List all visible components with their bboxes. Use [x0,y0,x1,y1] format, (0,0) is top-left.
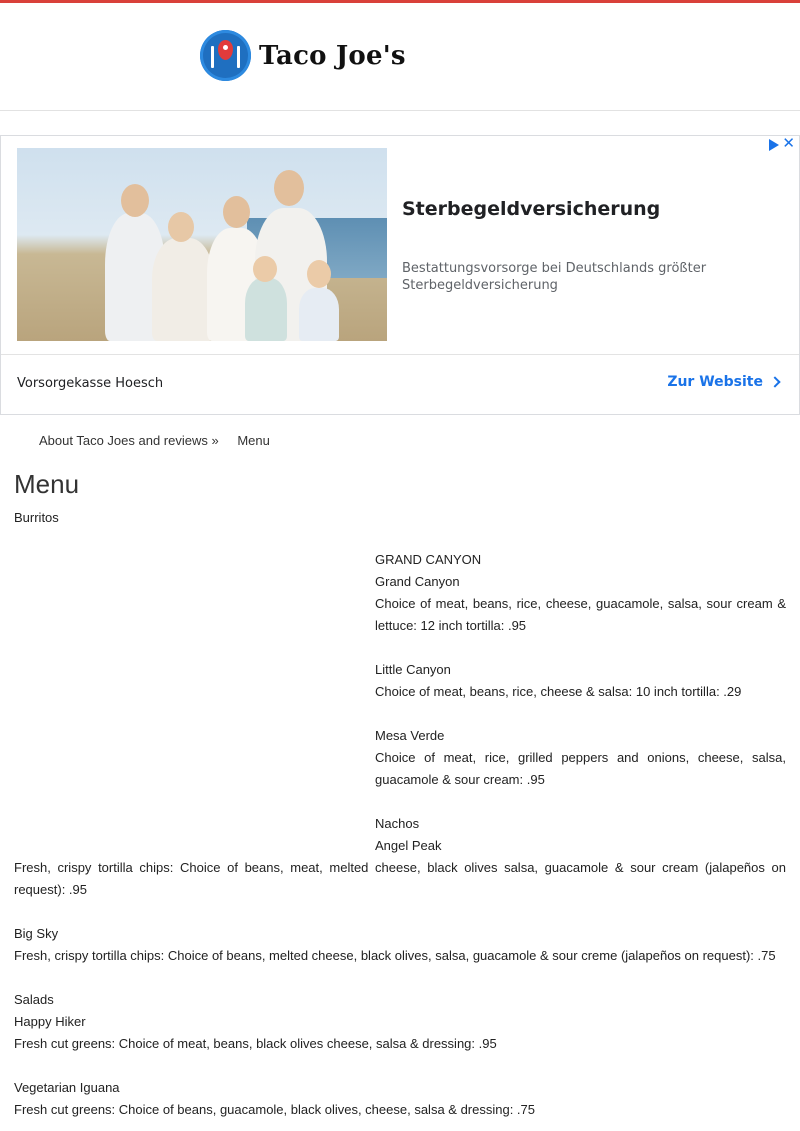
chevron-right-icon [769,376,780,387]
breadcrumb [39,433,285,448]
logo-text: Taco Joe's [259,40,406,71]
menu-item-name: Little Canyon [375,662,451,677]
close-icon[interactable]: ✕ [782,135,795,152]
ad-advertiser[interactable]: Vorsorgekasse Hoesch [17,376,164,391]
ad-cta-label: Zur Website [667,374,763,390]
section-heading-salads: Salads [14,992,54,1007]
ad-cta-button[interactable] [667,374,779,390]
ad-title[interactable]: Sterbegeldversicherung [402,198,661,220]
section-heading-nachos: Nachos [375,816,420,831]
menu-item-name: Big Sky [14,926,59,941]
ad-image[interactable] [17,148,387,341]
menu-item-description: Fresh, crispy tortilla chips: Choice of beans, meat, melted cheese, black olives salsa, guacamole & sour cream (jalapeños on request): .95 [14,860,786,897]
menu-item-description: Choice of meat, beans, rice, cheese, guacamole, salsa, sour cream & lettuce: 12 inch tortilla: .95 [375,596,786,633]
menu-item-description: Choice of meat, rice, grilled peppers and onions, cheese, salsa, guacamole & sour cream: .95 [375,750,786,787]
ad-description[interactable]: Bestattungsvorsorge bei Deutschlands größter Sterbegeldversicherung [402,261,707,293]
page-title: Menu [14,469,80,499]
adchoices-play-icon[interactable] [769,139,779,151]
menu-item-name: Happy Hiker [14,1014,86,1029]
menu-item-description: Fresh, crispy tortilla chips: Choice of beans, melted cheese, black olives, salsa, guacamole & sour creme (jalapeños on request): .75 [14,948,776,963]
menu-item-description: Choice of meat, beans, rice, cheese & salsa: 10 inch tortilla: .29 [375,684,742,699]
breadcrumb-current: Menu [237,433,270,448]
menu-item-name: Angel Peak [375,838,442,853]
advertisement[interactable] [0,135,800,415]
ad-divider [1,354,799,355]
breadcrumb-parent-link[interactable]: About Taco Joes and reviews » [39,433,219,448]
menu-item-title: GRAND CANYON [375,552,482,567]
menu-item-name: Grand Canyon [375,574,460,589]
menu-item-name: Mesa Verde [375,728,445,743]
menu-item-description: Fresh cut greens: Choice of beans, guacamole, black olives, cheese, salsa & dressing: .75 [14,1102,536,1117]
location-pin-icon [200,30,251,81]
menu-item-name: Vegetarian Iguana [14,1080,120,1095]
site-logo[interactable] [200,30,406,81]
section-heading-burritos: Burritos [14,510,59,525]
site-header [0,3,800,111]
menu-item-description: Fresh cut greens: Choice of meat, beans, black olives cheese, salsa & dressing: .95 [14,1036,497,1051]
